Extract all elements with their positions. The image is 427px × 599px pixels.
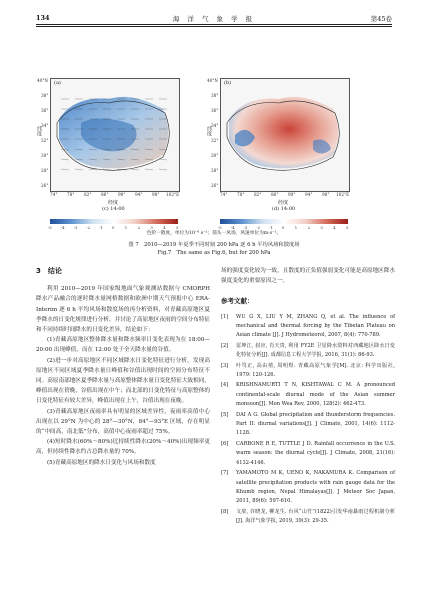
figure-caption-cn: 图 7 2010—2019 年夏季不同时刻 200 hPa 逐 6 h 平均风场和散度场: [128, 242, 300, 248]
reference-number: [2]: [221, 342, 229, 349]
lat-tick: 26°: [211, 183, 219, 188]
section-title: 3 结论: [36, 267, 62, 275]
lat-tick: 28°: [211, 168, 219, 173]
reference-text: WU G X, LIU Y M, ZHANG Q, et al. The influence of mechanical and thermal forcing by the Tibetan Plateau on Asian climate [J]. J Hydrometeorol, 2007, 8(4): 770-789.: [236, 313, 395, 339]
reference-item: [221, 313, 395, 341]
colorbar-tick: -4: [230, 225, 235, 230]
map-left-graphic: [51, 79, 179, 191]
colorbar-tick: -5: [48, 225, 52, 230]
y-axis-label-left: 纬度: [36, 126, 42, 136]
colorbar-right: [220, 219, 348, 224]
paragraph: (5)青藏高原地区的降水日变化与风场和散度: [47, 459, 156, 466]
lon-tick: 90°: [118, 192, 126, 197]
colorbar-tick: 3: [150, 225, 153, 230]
reference-number: [1]: [221, 313, 229, 320]
reference-text: KRISHNAMURTI T N, KISHTAWAL C M. A pronounced continental-scale diurnal mode of the Asian summer monsoon[J]. Mon Wea Rev, 2000, 128(2): 462-473.: [236, 382, 395, 408]
header-rule: [36, 24, 392, 25]
reference-item: [221, 342, 395, 361]
lon-tick: 86°: [271, 192, 279, 197]
lat-tick: 32°: [41, 138, 49, 143]
colorbar-tick: -3: [243, 225, 248, 230]
lat-tick: 32°: [211, 138, 219, 143]
reference-item: [221, 440, 395, 468]
panel-label-b: (b): [224, 80, 232, 86]
lon-tick: 74°: [50, 192, 58, 197]
colorbar-tick: 5: [346, 225, 349, 230]
reference-item: [221, 381, 395, 409]
page-number: 134: [36, 14, 50, 22]
lon-tick: 86°: [101, 192, 109, 197]
map-right-graphic: [221, 79, 349, 191]
figure-maps: [36, 78, 380, 218]
paragraph: (2)进一步对高原地区不同区域降水日变化特征进行分析，发现高原地区不同区域夏季降水量日峰值和谷值出现时间的空间分布特征不同。高原南部地区夏季降水量与高原整体降水量日变化特征大致相同，峰值出现在傍晚，谷值出现在中午；而北部的日变化特征与高原整体的日变化特征有较大差异，峰值出现在上午，谷值出现在夜晚。: [36, 357, 210, 405]
reference-item: [221, 469, 395, 507]
journal-title: 海 洋 气 象 学 报: [172, 15, 256, 23]
figure-caption-en: Fig.7 The same as Fig.6, but for 200 hPa: [157, 250, 271, 256]
lon-tick: 78°: [237, 192, 245, 197]
lat-tick: 36°: [211, 108, 219, 113]
subpanel-label-d: (d) 14:00: [272, 206, 296, 212]
colorbar-tick: -1: [269, 225, 273, 230]
colorbar-tick: 4: [163, 225, 166, 230]
reference-item: [221, 362, 395, 381]
colorbar-tick: 1: [124, 225, 128, 230]
reference-number: [4]: [221, 382, 229, 389]
reference-number: [8]: [221, 508, 229, 515]
lon-tick: 102°E: [336, 192, 350, 197]
reference-text: 雷坤江, 叔应, 肖天贵, 利用 FY2E 卫星降水资料对西藏地区降水日变化特征分析[J]. 成都信息工程大学学报, 2016, 31(1): 86-93.: [236, 342, 395, 359]
lat-tick: 26°: [41, 183, 49, 188]
colorbar-note: 色阶一散度，单位为10⁻⁶ s⁻¹；箭头一风场，风速单位为m·s⁻¹。: [146, 231, 282, 236]
reference-item: [221, 508, 395, 527]
lat-tick: 30°: [41, 153, 49, 158]
reference-number: [7]: [221, 470, 229, 477]
reference-text: 文扉, 许晓龙, 柳龙生. 台风“山竹”(1822)引发华南暴雨过程机制分析[J]. 海洋气象学报, 2019, 39(3): 29-35.: [236, 508, 395, 525]
lat-tick: 34°: [211, 123, 219, 128]
reference-number: [3]: [221, 362, 229, 369]
references-title: 参考文献：: [221, 297, 254, 306]
colorbar-tick: 4: [333, 225, 336, 230]
x-axis-label-left: 经度: [108, 200, 119, 206]
lat-tick: 38°: [211, 93, 219, 98]
colorbar-tick: 0: [112, 225, 115, 230]
lon-tick: 98°: [322, 192, 330, 197]
lat-tick: 34°: [41, 123, 49, 128]
lon-tick: 74°: [220, 192, 228, 197]
colorbar-tick: 3: [320, 225, 323, 230]
map-panel-right: [220, 78, 350, 192]
reference-item: [221, 411, 395, 439]
lat-tick: 36°: [41, 108, 49, 113]
paragraph: (1)青藏高原地区整体降水量和降水频率日变化表现为在 18:00—20:00 出现峰值，而在 12:00 处于全天降水量的谷值。: [36, 337, 210, 354]
lon-tick: 94°: [135, 192, 143, 197]
volume-label: 第45卷: [370, 15, 392, 23]
lat-tick: 38°: [41, 93, 49, 98]
colorbar-tick: -4: [60, 225, 65, 230]
colorbar-tick: -1: [99, 225, 103, 230]
colorbar-tick: -2: [256, 225, 261, 230]
reference-text: YAMAMOTO M K, UENO K, NAKAMURA K. Comparison of satellite precipitation products with rain gauge data for the Khumb region, Nepal Himalayas[J]. J Meteor Soc Japan, 2011, 89(6): 597-610.: [236, 470, 395, 505]
lon-tick: 78°: [67, 192, 75, 197]
lon-tick: 82°: [84, 192, 92, 197]
x-axis-label-right: 经度: [278, 200, 289, 206]
colorbar-tick: 5: [176, 225, 179, 230]
colorbar-tick: 0: [282, 225, 285, 230]
map-panel-left: [50, 78, 180, 192]
right-column: [221, 266, 395, 528]
lat-tick: 28°: [41, 168, 49, 173]
lon-tick: 90°: [288, 192, 296, 197]
paragraph: (4)短时降水(60%～80%)比持续性降水(20%～40%)出现频率更高，但持续性降水约占总降水量的 70%。: [36, 439, 210, 456]
reference-number: [5]: [221, 411, 229, 418]
lat-tick: 30°: [211, 153, 219, 158]
paragraph: 场的强度变化较为一致，且散度的正负值强弱变化可能是高原地区降水强度变化的重要原因之一。: [221, 268, 395, 285]
y-axis-label-right: 纬度: [206, 126, 212, 136]
colorbar-tick: -5: [218, 225, 222, 230]
reference-number: [6]: [221, 440, 229, 447]
colorbar-tick: 2: [137, 225, 141, 230]
reference-text: 叶笃正, 高由禧, 周明煜. 青藏高原气象学[M]. 北京: 科学出版社, 1979: 120-126.: [236, 362, 395, 379]
panel-label-a: (a): [54, 80, 61, 86]
colorbar-tick: -2: [86, 225, 91, 230]
lat-tick: 40°N: [207, 78, 219, 83]
lon-tick: 102°E: [166, 192, 180, 197]
colorbar-tick: 2: [307, 225, 311, 230]
lon-tick: 98°: [152, 192, 160, 197]
colorbar-tick: 1: [294, 225, 298, 230]
left-column: [36, 266, 210, 468]
colorbar-left: [50, 219, 178, 224]
paragraph: (3)青藏高原地区夜雨率具有明显的区域差异性，夜雨率高值中心出现在以 29°N 为中心的 28°—30°N，84°—93°E 区域，存在明显的“中间高，南北低”分布，高值中心夜雨率超过 75%。: [36, 408, 210, 436]
lon-tick: 94°: [305, 192, 313, 197]
lon-tick: 82°: [254, 192, 262, 197]
reference-text: CARBONE R E, TUTTLE J D. Rainfall occurrence in the U.S. warm season: the diurnal cycle[J]. J Climate, 2008, 21(16): 4132-4146.: [236, 440, 395, 466]
paragraph: 利用 2010—2019 年国家级地面气象观测站数据与 CMORPH 降水产品融合的逐时降水量网格数据和欧洲中期天气预报中心 ERA-Interim 逐 6 h 平均风场和散度场的再分析资料，对青藏高原地区夏季降水的日变化规律进行分析，并讨论了高原地区夜雨的空间分布特征和不同持续时间降水的日变化差异，结论如下：: [36, 286, 210, 334]
header-rule-thin: [36, 26, 392, 27]
subpanel-label-c: (c) 14:00: [102, 206, 125, 212]
colorbar-tick: -3: [73, 225, 78, 230]
lat-tick: 40°N: [37, 78, 49, 83]
reference-text: DAI A G. Global precipitation and thunderstorm frequencies. Part II: diurnal variations[J]. J Climate, 2001, 14(6): 1112-1128.: [236, 411, 395, 437]
